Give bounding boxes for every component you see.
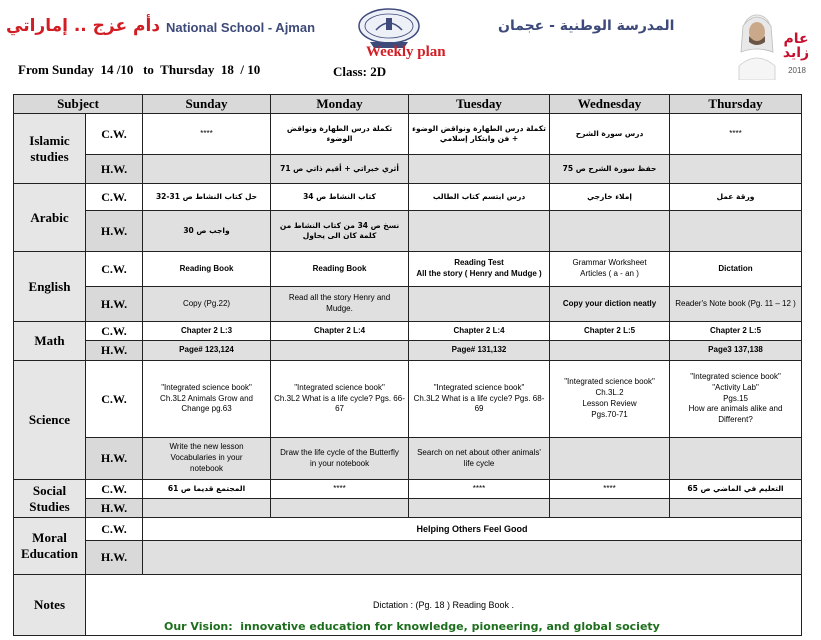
cw-label: C.W. bbox=[86, 322, 143, 341]
plan-cell bbox=[409, 287, 550, 322]
hw-label: H.W. bbox=[86, 287, 143, 322]
cw-label: C.W. bbox=[86, 114, 143, 155]
plan-cell: Search on net about other animals' life cycle bbox=[409, 438, 550, 480]
table-row bbox=[14, 499, 802, 518]
plan-cell: Reading Book bbox=[271, 252, 409, 287]
hw-label: H.W. bbox=[86, 211, 143, 252]
plan-cell: تكملة درس الطهارة ونواقض الوضوء + فن وابتكار إسلامي bbox=[409, 114, 550, 155]
plan-cell: ورقة عمل bbox=[670, 184, 802, 211]
merged-hw-cell bbox=[143, 541, 802, 575]
plan-cell: Write the new lesson Vocabularies in your notebook bbox=[143, 438, 271, 480]
table-row bbox=[14, 361, 802, 438]
vision-statement: Our Vision: innovative education for knowledge, pioneering, and global society bbox=[164, 620, 660, 633]
cw-label: C.W. bbox=[86, 252, 143, 287]
cw-label: C.W. bbox=[86, 480, 143, 499]
date-range: From Sunday 14 /10 to Thursday 18 / 10 bbox=[18, 62, 261, 77]
plan-cell: Page3 137,138 bbox=[670, 341, 802, 361]
plan-cell bbox=[409, 155, 550, 184]
plan-cell: تكملة درس الطهارة ونواقض الوضوء bbox=[271, 114, 409, 155]
hw-label: H.W. bbox=[86, 155, 143, 184]
merged-cw-cell: Helping Others Feel Good bbox=[143, 518, 802, 541]
plan-cell: Chapter 2 L:5 bbox=[550, 322, 670, 341]
plan-cell: "Integrated science book" Ch.3L2 What is a life cycle? Pgs. 68- 69 bbox=[409, 361, 550, 438]
plan-cell: حفظ سورة الشرح ص 75 bbox=[550, 155, 670, 184]
table-row bbox=[14, 211, 802, 252]
weekly-plan-table bbox=[13, 94, 802, 636]
table-row bbox=[14, 252, 802, 287]
notes-label: Notes bbox=[14, 575, 86, 636]
plan-cell bbox=[143, 155, 271, 184]
plan-cell: Chapter 2 L:5 bbox=[670, 322, 802, 341]
plan-cell bbox=[409, 499, 550, 518]
plan-cell: نسخ ص 34 من كتاب النشاط من كلمة كان الى يحاول bbox=[271, 211, 409, 252]
plan-cell: أثري خبراتي + أقيم ذاتي ص 71 bbox=[271, 155, 409, 184]
hw-label: H.W. bbox=[86, 438, 143, 480]
plan-cell bbox=[550, 211, 670, 252]
plan-cell bbox=[550, 341, 670, 361]
plan-cell bbox=[670, 155, 802, 184]
plan-cell bbox=[670, 438, 802, 480]
plan-cell: Read all the story Henry and Mudge. bbox=[271, 287, 409, 322]
table-row bbox=[14, 287, 802, 322]
table-row bbox=[14, 518, 802, 541]
hw-label: H.W. bbox=[86, 499, 143, 518]
plan-cell: "Integrated science book" "Activity Lab" Pgs.15 How are animals alike and Different? bbox=[670, 361, 802, 438]
subject-cell: Math bbox=[14, 322, 86, 361]
plan-cell bbox=[271, 499, 409, 518]
cw-label: C.W. bbox=[86, 518, 143, 541]
portrait-year: 2018 bbox=[788, 66, 806, 75]
plan-cell: Reader's Note book (Pg. 11 – 12 ) bbox=[670, 287, 802, 322]
plan-cell: Chapter 2 L:3 bbox=[143, 322, 271, 341]
page-title: Weekly plan bbox=[366, 44, 446, 60]
plan-cell bbox=[143, 499, 271, 518]
table-row bbox=[14, 480, 802, 499]
plan-cell: Copy (Pg.22) bbox=[143, 287, 271, 322]
plan-cell: "Integrated science book" Ch.3L2 Animals Grow and Change pg.63 bbox=[143, 361, 271, 438]
plan-cell: حل كتاب النشاط ص 31-32 bbox=[143, 184, 271, 211]
plan-cell: **** bbox=[409, 480, 550, 499]
plan-cell: Reading Test All the story ( Henry and Mudge ) bbox=[409, 252, 550, 287]
plan-cell: درس سورة الشرح bbox=[550, 114, 670, 155]
plan-cell bbox=[670, 211, 802, 252]
table-row bbox=[14, 322, 802, 341]
plan-cell: Chapter 2 L:4 bbox=[409, 322, 550, 341]
plan-cell bbox=[670, 499, 802, 518]
subject-cell: Islamic studies bbox=[14, 114, 86, 184]
cw-label: C.W. bbox=[86, 184, 143, 211]
plan-cell: **** bbox=[271, 480, 409, 499]
portrait-image bbox=[735, 6, 817, 80]
plan-cell bbox=[409, 211, 550, 252]
column-header-monday: Monday bbox=[271, 95, 409, 114]
plan-cell: Page# 131,132 bbox=[409, 341, 550, 361]
plan-cell: كتاب النشاط ص 34 bbox=[271, 184, 409, 211]
subject-cell: English bbox=[14, 252, 86, 322]
table-header-row bbox=[14, 95, 802, 114]
table-row bbox=[14, 184, 802, 211]
table-row bbox=[14, 155, 802, 184]
plan-cell: "Integrated science book" Ch.3L2 What is a life cycle? Pgs. 66- 67 bbox=[271, 361, 409, 438]
column-header-wednesday: Wednesday bbox=[550, 95, 670, 114]
column-header-thursday: Thursday bbox=[670, 95, 802, 114]
column-header-subject: Subject bbox=[14, 95, 143, 114]
table-row bbox=[14, 341, 802, 361]
table-row bbox=[14, 438, 802, 480]
column-header-tuesday: Tuesday bbox=[409, 95, 550, 114]
plan-cell bbox=[550, 438, 670, 480]
plan-cell: Copy your diction neatly bbox=[550, 287, 670, 322]
zayed-year-logo: عام زايد bbox=[782, 31, 810, 61]
subject-cell: Moral Education bbox=[14, 518, 86, 575]
school-name-en: National School - Ajman bbox=[166, 20, 316, 35]
notes-text: Dictation : (Pg. 18 ) Reading Book . bbox=[86, 575, 802, 636]
plan-cell: "Integrated science book" Ch.3L.2 Lesson Review Pgs.70-71 bbox=[550, 361, 670, 438]
cw-label: C.W. bbox=[86, 361, 143, 438]
plan-cell: إملاء خارجي bbox=[550, 184, 670, 211]
school-name-ar: المدرسة الوطنية - عجمان bbox=[498, 18, 675, 34]
plan-cell: Draw the life cycle of the Butterfly in your notebook bbox=[271, 438, 409, 480]
hw-label: H.W. bbox=[86, 341, 143, 361]
plan-cell: التعليم في الماضي ص 65 bbox=[670, 480, 802, 499]
column-header-sunday: Sunday bbox=[143, 95, 271, 114]
plan-cell: **** bbox=[143, 114, 271, 155]
plan-cell bbox=[271, 341, 409, 361]
plan-cell: Page# 123,124 bbox=[143, 341, 271, 361]
table-row bbox=[14, 114, 802, 155]
plan-cell: درس ابتسم كتاب الطالب bbox=[409, 184, 550, 211]
plan-cell: المجتمع قديما ص 61 bbox=[143, 480, 271, 499]
plan-cell: واجب ص 30 bbox=[143, 211, 271, 252]
plan-cell: **** bbox=[550, 480, 670, 499]
slogan-text: دأم عزج .. إماراتي bbox=[6, 16, 161, 36]
subject-cell: Science bbox=[14, 361, 86, 480]
plan-cell: **** bbox=[670, 114, 802, 155]
table-row bbox=[14, 541, 802, 575]
plan-cell: Chapter 2 L:4 bbox=[271, 322, 409, 341]
plan-cell: Grammar Worksheet Articles ( a - an ) bbox=[550, 252, 670, 287]
plan-cell bbox=[550, 499, 670, 518]
subject-cell: Social Studies bbox=[14, 480, 86, 518]
plan-cell: Reading Book bbox=[143, 252, 271, 287]
hw-label: H.W. bbox=[86, 541, 143, 575]
subject-cell: Arabic bbox=[14, 184, 86, 252]
plan-cell: Dictation bbox=[670, 252, 802, 287]
class-label: Class: 2D bbox=[333, 64, 387, 79]
